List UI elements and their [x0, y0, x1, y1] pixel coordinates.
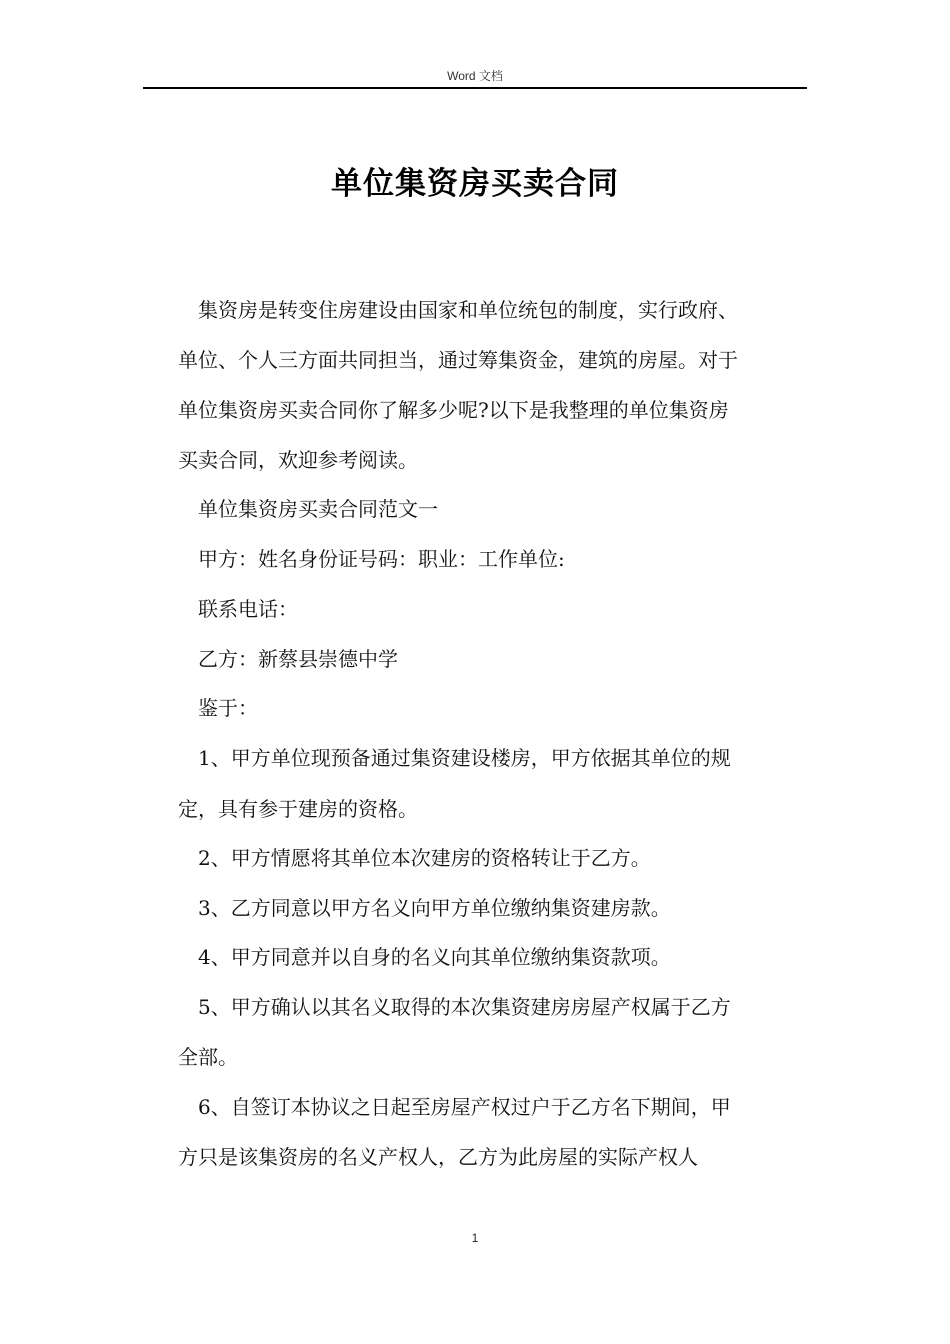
- body-line: 定，具有参于建房的资格。: [178, 797, 418, 821]
- body-line: 集资房是转变住房建设由国家和单位统包的制度，实行政府、: [198, 298, 738, 322]
- body-line: 联系电话：: [198, 597, 298, 621]
- body-line: 单位、个人三方面共同担当，通过筹集资金，建筑的房屋。对于: [178, 348, 738, 372]
- header-rule: [143, 87, 807, 89]
- document-title: 单位集资房买卖合同: [331, 166, 619, 202]
- body-line: 3、乙方同意以甲方名义向甲方单位缴纳集资建房款。: [198, 896, 671, 920]
- body-line: 买卖合同，欢迎参考阅读。: [178, 448, 418, 472]
- body-line: 5、甲方确认以其名义取得的本次集资建房房屋产权属于乙方: [198, 995, 731, 1019]
- body-line: 单位集资房买卖合同你了解多少呢?以下是我整理的单位集资房: [178, 398, 729, 422]
- body-line: 乙方：新蔡县崇德中学: [198, 647, 398, 671]
- body-line: 甲方：姓名身份证号码：职业：工作单位:: [198, 547, 565, 571]
- body-line: 2、甲方情愿将其单位本次建房的资格转让于乙方。: [198, 846, 651, 870]
- page-header-label: Word 文档: [447, 69, 503, 83]
- body-line: 全部。: [178, 1045, 238, 1069]
- body-line: 4、甲方同意并以自身的名义向其单位缴纳集资款项。: [198, 945, 671, 969]
- body-line: 1、甲方单位现预备通过集资建设楼房，甲方依据其单位的规: [198, 746, 731, 770]
- page-number: 1: [471, 1231, 479, 1245]
- body-line: 单位集资房买卖合同范文一: [198, 497, 438, 521]
- body-line: 方只是该集资房的名义产权人，乙方为此房屋的实际产权人: [178, 1145, 698, 1169]
- body-line: 6、自签订本协议之日起至房屋产权过户于乙方名下期间，甲: [198, 1095, 731, 1119]
- body-line: 鉴于：: [198, 696, 258, 720]
